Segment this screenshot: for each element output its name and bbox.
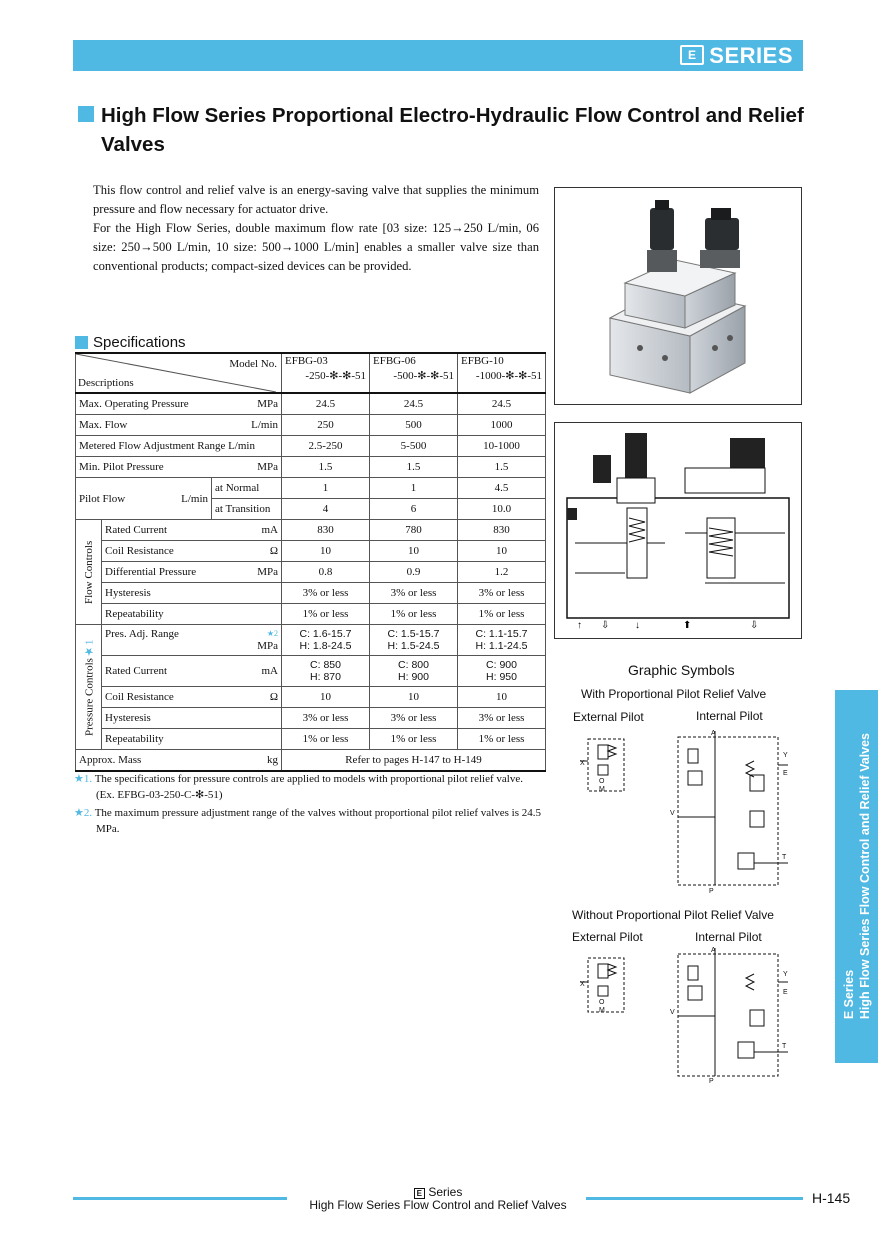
side-tab-subtitle: High Flow Series Flow Control and Relief Valves [857,733,872,1020]
e-brand-icon: E [680,45,704,65]
specifications-table [75,352,546,772]
table-row: Flow Controls Rated Current mA 830 780 830 [76,520,546,541]
footer-rule-left [73,1197,287,1200]
header-diagonal-cell: Model No. Descriptions [76,353,282,393]
port-y-label: Y [783,971,788,978]
footnote-2: ★2. The maximum pressure adjustment range of the valves without proportional pilot relief valves is 24.5 MPa. [74,807,541,835]
with-relief-label: With Proportional Pilot Relief Valve [581,687,767,701]
port-o-label: O [599,778,605,785]
without-relief-label: Without Proportional Pilot Relief Valve [572,908,774,922]
table-row: Hysteresis 3% or less 3% or less 3% or less [76,583,546,604]
cutaway-diagram [554,422,802,639]
header-bar [73,40,803,71]
port-p-label: P [709,1078,714,1084]
port-v-label: V [670,810,675,817]
star-note-marker: ★1 [83,638,95,658]
symbol-without-relief [570,944,800,1084]
heading-square-icon [75,336,88,349]
table-row: Repeatability 1% or less 1% or less 1% or less [76,604,546,625]
port-p-label: P [709,888,714,895]
side-tab-series: E Series [841,970,856,1020]
port-x-label: X [580,981,585,988]
port-a-label: A [711,947,716,954]
table-row: Repeatability 1% or less 1% or less 1% or less [76,729,546,750]
port-t-label: T [782,1043,787,1050]
port-t-label: T [782,854,787,861]
footnote-1: ★1. The specifications for pressure controls are applied to models with proportional pilot relief valve. (Ex. EFBG-03-250-C-✻-51) [74,773,523,801]
intro-paragraph-2: For the High Flow Series, double maximum flow rate [03 size: 125→250 L/min, 06 size: 250→500 L/min, 10 size: 500→1000 L/min] enables a smaller valve size than conventional products; compact-sized devices can be provided. [93,221,539,273]
port-y-label: Y [783,752,788,759]
table-row: Differential Pressure MPa 0.8 0.9 1.2 [76,562,546,583]
page-title: High Flow Series Proportional Electro-Hydraulic Flow Control and Relief Valves [101,104,804,156]
graphic-symbols-heading: Graphic Symbols [628,662,735,678]
svg-text:↓: ↓ [635,620,640,631]
table-row: Metered Flow Adjustment Range L/min 2.5-250 5-500 10-1000 [76,436,546,457]
port-x-label: X [580,760,585,767]
model-header-cell: EFBG-06 -500-✻-✻-51 [370,353,458,393]
port-e-label: E [783,770,788,777]
table-row: Coil Resistance Ω 10 10 10 [76,541,546,562]
table-row: Hysteresis 3% or less 3% or less 3% or less [76,708,546,729]
intro-text [93,181,539,276]
e-brand-icon: E [414,1188,425,1199]
table-row: at Transition 4 6 10.0 [76,499,546,520]
external-pilot-label: External Pilot [573,710,644,724]
table-row: Coil Resistance Ω 10 10 10 [76,687,546,708]
table-row: Max. Operating Pressure MPa 24.5 24.5 24.5 [76,393,546,415]
title-square-icon [78,106,94,122]
table-row: Max. Flow L/min 250 500 1000 [76,415,546,436]
external-pilot-label-2: External Pilot [572,930,643,944]
table-row: Approx. Mass kg Refer to pages H-147 to H-149 [76,750,546,772]
specifications-heading: Specifications [75,333,186,351]
side-tab [835,690,878,1063]
port-e-label: E [783,989,788,996]
symbol-with-relief [570,725,800,895]
model-header-cell: EFBG-03 -250-✻-✻-51 [282,353,370,393]
valve-cutaway-illustration [555,423,801,638]
series-label: E SERIES [680,43,793,69]
svg-text:⇩: ⇩ [601,620,610,631]
product-photo [554,187,802,405]
footer-caption: E Series High Flow Series Flow Control and Relief Valves [309,1185,567,1212]
internal-pilot-label-2: Internal Pilot [695,930,762,944]
table-row: Min. Pilot Pressure MPa 1.5 1.5 1.5 [76,457,546,478]
port-a-label: A [711,730,716,737]
internal-pilot-label: Internal Pilot [696,709,763,723]
footer-rule-right [586,1197,803,1200]
page-number: H-145 [812,1190,851,1206]
svg-text:↑: ↑ [577,620,582,631]
port-m-label: M [599,1007,605,1014]
table-header-row [76,353,546,393]
port-v-label: V [670,1009,675,1016]
model-header-cell: EFBG-10 -1000-✻-✻-51 [458,353,546,393]
port-o-label: O [599,999,605,1006]
table-row: Pressure Controls★1 Pres. Adj. Range ★2 MPa C: 1.6-15.7 H: 1.8-24.5 C: 1.5-15.7 H: 1.5-24.5 C: 1.1-15.7 H: 1.1-24.5 [76,625,546,656]
pressure-controls-group-label: Pressure Controls★1 [76,625,102,750]
intro-paragraph-1: This flow control and relief valve is an energy-saving valve that supplies the minimum pressure and flow necessary for actuator drive. [93,183,539,216]
table-row: Rated Current mA C: 850 H: 870 C: 800 H: 900 C: 900 H: 950 [76,656,546,687]
port-m-label: M [599,786,605,793]
footnotes [74,772,544,840]
valve-product-illustration [555,188,801,404]
flow-controls-group-label: Flow Controls [76,520,102,625]
svg-text:⇩: ⇩ [750,620,759,631]
svg-text:⬆: ⬆ [683,620,692,631]
table-row: Pilot Flow L/min at Normal 1 1 4.5 [76,478,546,499]
